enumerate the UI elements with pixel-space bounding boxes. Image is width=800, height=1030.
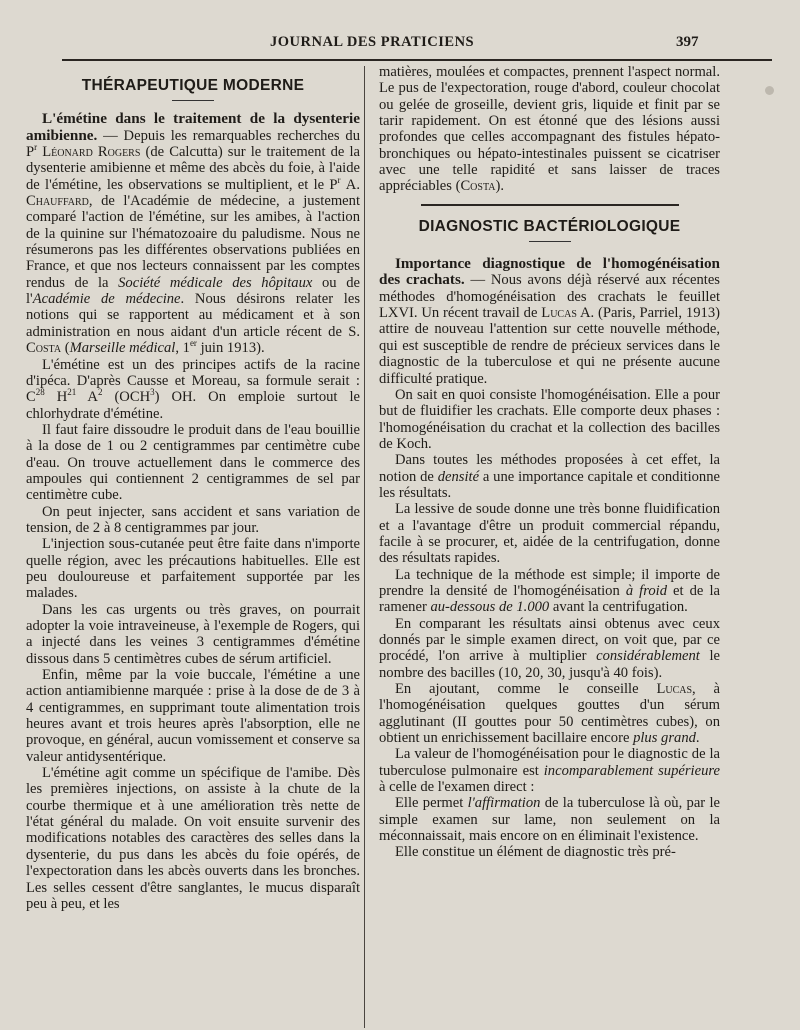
paragraph (379, 681, 720, 746)
author-name: Lucas (541, 305, 577, 322)
paragraph (379, 746, 720, 795)
paragraph: Il faut faire dissoudre le produit dans de l'eau bouillie à la dose de 1 ou 2 centigrammes par centimètre cube d'eau. On trouve actuellement dans le commerce des ampoules qui contiennent 2 centigrammes de sel par centimètre cube. (26, 421, 360, 504)
emphasis: incomparablement supérieure (543, 762, 720, 779)
header-rule (62, 59, 772, 61)
formula-index: 2 (97, 387, 103, 398)
text-run: , à l'homogénéisation quelques gouttes d'un sérum agglutinant (II gouttes pour 50 centimètres cubes), on obtient un enrichissement bacillaire encore (379, 681, 720, 747)
emphasis: à froid (625, 582, 668, 599)
paragraph (26, 111, 360, 356)
article-separator-rule (421, 204, 679, 206)
paragraph: On sait en quoi consiste l'homogénéisation. Elle a pour but de fluidifier les crachats. Elle comporte deux phases : l'homogénéisation du crachat et la collection des bacilles de Koch. (379, 386, 720, 452)
paragraph: Elle constitue un élément de diagnostic très pré- (395, 844, 676, 861)
text-run: — Depuis les remarquables recherches du P (26, 127, 360, 161)
paragraph: La lessive de soude donne une très bonne fluidification et a l'avantage d'être un produit commercial répandu, facile à se procurer, et, aidée de la centrifugation, donne des résultats rapides. (379, 501, 720, 567)
text-run: En comparant les résultats ainsi obtenus avec ceux donnés par le simple examen direct, on voit que, par ce procédé, l'on arrive à multiplier (379, 615, 720, 665)
section-title-diagnostic: DIAGNOSTIC BACTÉRIOLOGIQUE (418, 217, 681, 235)
text-run: En ajoutant, comme le conseille (395, 681, 657, 698)
text-run: ) OH. On emploie surtout le chlorhydrate d'émétine. (26, 389, 360, 422)
emphasis: densité (437, 468, 480, 485)
text-run: Dans toutes les méthodes proposées à cet effet, la notion de (379, 452, 720, 485)
author-name: Costa (26, 340, 62, 357)
author-name: Lucas (656, 681, 693, 698)
text-run: L'émétine est un des principes actifs de la racine d'ipéca. D'après Causse et Moreau, sa formule serait : C (26, 356, 360, 406)
formula-index: 3 (150, 387, 155, 398)
section-rule (529, 241, 571, 242)
text-run: ou de l' (26, 274, 360, 308)
article-title-emetine: L'émétine dans le traitement de la dysenterie amibienne. (26, 110, 360, 144)
text-run: . Nous désirons relater les notions qui se rapportent au médicament et à son administration en nous aidant d'un article récent de S. (26, 291, 361, 340)
paragraph: L'injection sous-cutanée peut être faite dans n'importe quelle région, avec les précautions habituelles. Elle est peu douloureuse et parfaitement supportée par les malades. (26, 536, 360, 602)
paragraph: Enfin, même par la voie buccale, l'émétine a une action antiamibienne marquée : prise à la dose de de 3 à 4 centigrammes, en supprimant toute alimentation trois heures avant et trois heures après l'absorption, elle ne provoque, en général, aucun vomissement et conserve sa valeur antidysentérique. (26, 667, 360, 765)
emphasis: l'affirmation (467, 795, 541, 812)
running-title: JOURNAL DES PRATICIENS (270, 34, 475, 50)
journal-name: Marseille médical (69, 340, 176, 357)
paragraph (379, 567, 720, 616)
text-run: avant la centrifugation. (549, 599, 688, 616)
text-run: H (44, 389, 68, 406)
section-rule (172, 100, 214, 101)
formula-index: 28 (35, 387, 45, 398)
text-run: La valeur de l'homogénéisation pour le diagnostic de la tuberculose pulmonaire est (379, 746, 720, 779)
text-run: a une importance capitale et conditionne les résultats. (379, 468, 720, 501)
right-column (379, 64, 720, 861)
paragraph: On peut injecter, sans accident et sans variation de tension, de 2 à 8 centigrammes par jour. (26, 503, 360, 536)
text-run: ). (495, 178, 504, 195)
text-run: — Nous avons déjà réservé aux récentes méthodes d'homogénéisation des crachats le feuillet LXVI. Un récent travail de (379, 272, 720, 322)
left-column (26, 64, 360, 912)
journal-name: Société médicale des hôpitaux (118, 274, 313, 291)
text-run: A (76, 389, 98, 406)
text-run: de la tuberculose là où, par le simple examen sur lame, non seulement on la méconnaissait, mais encore on en éliminait l'existence. (379, 795, 720, 845)
paragraph (379, 616, 720, 681)
paragraph (379, 452, 720, 501)
running-head (0, 30, 800, 56)
paragraph (26, 357, 360, 422)
author-name: Costa (460, 178, 496, 195)
text-run: Elle permet (395, 795, 468, 812)
superscript: r (34, 142, 38, 153)
emphasis: plus grand (633, 730, 696, 747)
section-title-therapeutique: THÉRAPEUTIQUE MODERNE (81, 77, 305, 94)
text-run: ( (61, 340, 70, 357)
text-run: juin 1913). (196, 340, 265, 357)
text-run: . (695, 730, 700, 747)
text-run: matières, moulées et compactes, prennent l'aspect normal. Le pus de l'expectoration, rouge d'abord, couleur chocolat ou gelée de groseille, devient gris, liquide et finit par se tarir rapidement. On est étonné que des lésions aussi profondes que celles accompagnant des fistules hépato-bronchiques ou hépato-intestinales puissent se cicatriser avec une telle rapidité et sans laisser de traces appréciables ( (379, 64, 720, 195)
journal-name: Académie de médecine (32, 291, 181, 308)
emphasis: au-dessous de 1.000 (430, 599, 550, 616)
superscript: er (189, 338, 197, 349)
paragraph: Dans les cas urgents ou très graves, on pourrait adopter la voie intraveineuse, à l'exemple de Rogers, qui a injecté dans les veines 3 centigrammes d'émétine dissous dans 5 centimètres cubes de sérum artificiel. (26, 601, 360, 667)
text-run: , 1 (175, 340, 190, 357)
paragraph: L'émétine agit comme un spécifique de l'amibe. Dès les premières injections, on assiste à la chute de la courbe thermique et à une amélioration très nette de l'état général du malade. On voit ensuite survenir des modifications notables des caractères des selles dans la dysenterie, du pus dans les abcès du foie opérés, de l'expectoration dans les abcès ouverts dans les bronches. Les selles cessent d'être sanglantes, le mucus disparaît peu à peu, et les (26, 765, 360, 912)
column-divider (364, 66, 365, 1028)
text-run: (OCH (102, 389, 151, 406)
page-number: 397 (676, 34, 699, 50)
superscript: r (337, 174, 341, 185)
text-run: La technique de la méthode est simple; il importe de prendre la densité de l'homogénéisation (379, 566, 720, 599)
text-run: (de Calcutta) sur le traitement de la dysenterie amibienne et même des abcès du foie, à l'aide de l'émétine, les observations se multiplient, et le P (26, 144, 360, 193)
formula-index: 21 (67, 387, 77, 398)
paragraph (379, 64, 720, 195)
ink-spot (765, 86, 774, 95)
author-name: Léonard Rogers (42, 144, 141, 161)
emphasis: considérablement (596, 648, 700, 665)
text-run: A. (Paris, Parriel, 1913) attire de nouveau l'attention sur cette nouvelle méthode, qui est susceptible de rendre de précieux services dans le diagnostic de la tuberculose et qui ne présente aucune difficulté pratique. (379, 305, 720, 387)
text-run: à celle de l'examen direct : (379, 779, 535, 796)
paragraph (379, 795, 720, 844)
author-name: A. Chauffard (26, 176, 360, 210)
text-run: , de l'Académie de médecine, a justement comparé l'action de l'émétine, sur les amibes, à l'action de la quinine sur l'hématozoaire du paludisme. Nous ne résumerons pas les différentes observations publiées en France, et que nos lecteurs connaissent par les comptes rendus de la (26, 193, 360, 291)
text-run: et de la ramener (379, 582, 720, 616)
text-run: le nombre des bacilles (10, 20, 30, jusqu'à 40 fois). (379, 648, 720, 681)
article-title-homogeneisation: Importance diagnostique de l'homogénéisation des crachats. (379, 255, 720, 289)
paragraph (379, 256, 720, 387)
